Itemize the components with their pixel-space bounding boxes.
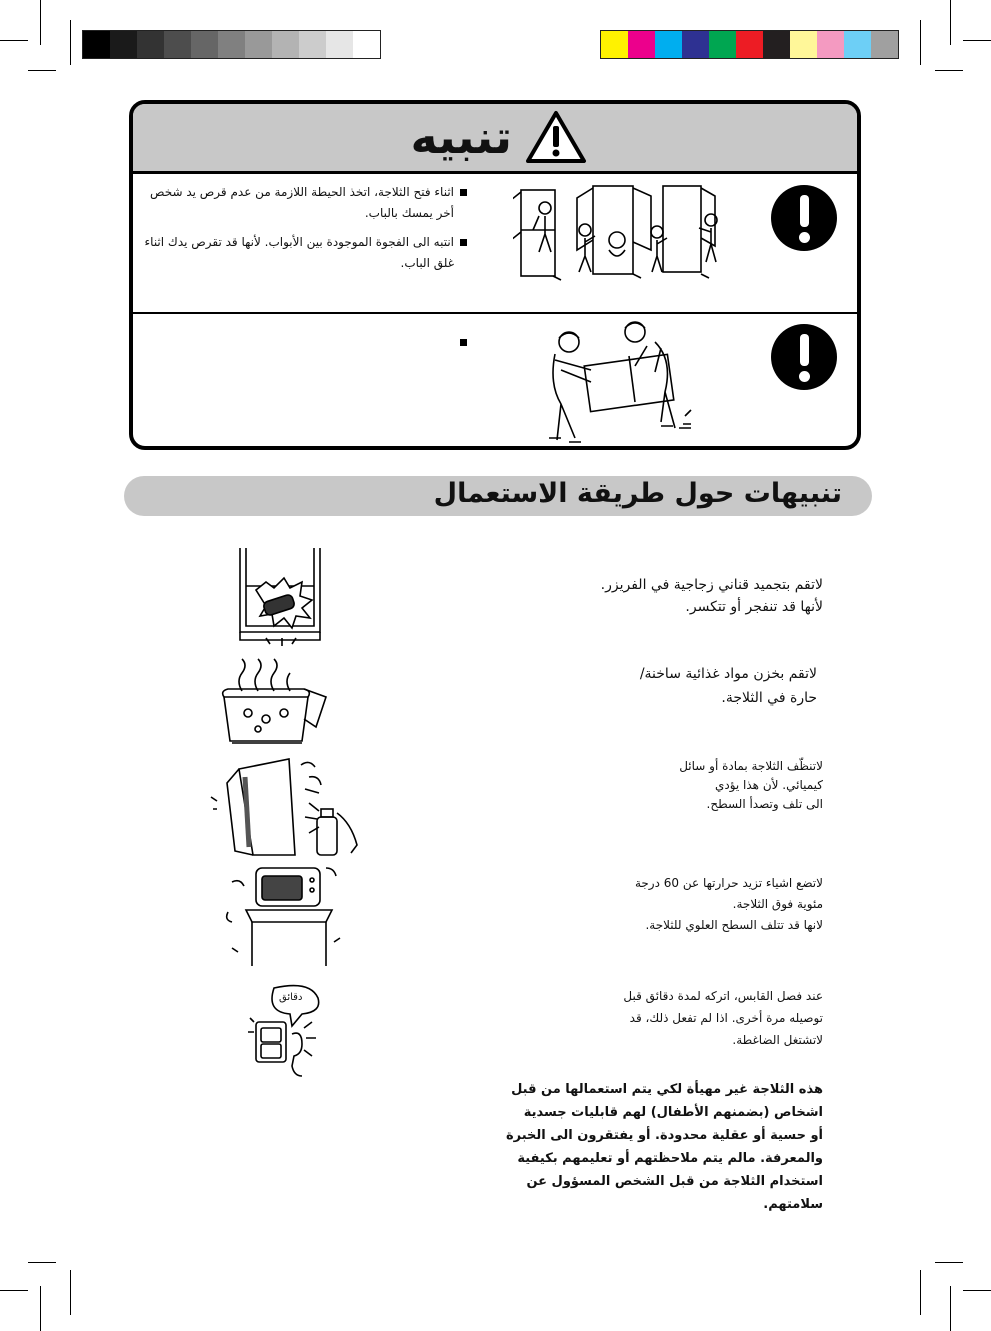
calibration-swatch [272, 31, 299, 58]
color-calibration-bar [600, 30, 899, 59]
crop-mark [28, 70, 56, 71]
crop-mark [920, 20, 921, 65]
calibration-swatch [844, 31, 871, 58]
crop-mark [40, 0, 41, 45]
warning-header [133, 104, 857, 174]
crop-mark [0, 1290, 28, 1291]
calibration-swatch [763, 31, 790, 58]
calibration-swatch [871, 31, 898, 58]
freezer-bottle-explosion-illustration [236, 546, 328, 646]
tip-no-hot-objects: لاتضع اشياء تزيد حرارتها عن 60 درجة مئوية فوق الثلاجة. لانها قد تتلف السطح العلوي للثلاجة. [634, 876, 823, 932]
bullet-square-icon [460, 239, 467, 246]
chemical-spray-fridge-illustration [205, 757, 361, 857]
tip-unplug-wait: عند فصل القابس، اتركه لمدة دقائق قبل توصيله مرة أخرى. اذا لم تفعل ذلك، قد لاتشتغل الضاغطة. [623, 989, 823, 1047]
calibration-swatch [83, 31, 110, 58]
crop-mark [950, 0, 951, 45]
exclamation-icon [771, 185, 837, 251]
tip-limited-capability-persons: هذه الثلاجة غير مهيأة لكي يتم استعمالها من قبل اشخاص (بضمنهم الأطفال) لهم قابليات جسدية أو حسية أو عقلية محدودة. أو يفتقرون الى الخبرة والمعرفة. مالم يتم ملاحظتهم أو تعليمهم بكيفية استخدام الثلاجة من قبل الشخص المسؤول عن سلامتهم. [505, 1082, 823, 1212]
crop-mark [963, 1290, 991, 1291]
bullet-square-icon [460, 339, 467, 346]
warning-box [129, 100, 861, 450]
calibration-swatch [110, 31, 137, 58]
bullet-square-icon [460, 189, 467, 196]
crop-mark [28, 1262, 56, 1263]
microwave-on-fridge-illustration [222, 862, 342, 967]
warning-bullet [137, 332, 467, 353]
crop-mark [70, 20, 71, 65]
calibration-swatch [655, 31, 682, 58]
calibration-swatch [191, 31, 218, 58]
calibration-swatch [164, 31, 191, 58]
crop-mark [0, 40, 28, 41]
tip-no-chemicals: لاتنظّف الثلاجة بمادة أو سائل كيميائي. لأن هذا يؤدي الى تلف وتصدأ السطح. [679, 759, 823, 811]
usage-cautions-banner [124, 476, 872, 516]
crop-mark [70, 1270, 71, 1315]
calibration-swatch [790, 31, 817, 58]
warning-title: تنبيه [410, 110, 512, 164]
exclamation-icon [771, 324, 837, 390]
calibration-swatch [299, 31, 326, 58]
hot-food-container-illustration [218, 657, 330, 747]
calibration-swatch [601, 31, 628, 58]
crop-mark [950, 1286, 951, 1331]
calibration-swatch [218, 31, 245, 58]
calibration-swatch [709, 31, 736, 58]
crop-mark [920, 1270, 921, 1315]
warning-bullet: انتبه الى الفجوة الموجودة بين الأبواب. لأنها قد تقرص يدك اثناء غلق الباب. [137, 232, 467, 274]
usage-cautions-title: تنبيهات حول طريقة الاستعمال [433, 478, 842, 509]
calibration-swatch [682, 31, 709, 58]
warning-bullet: اثناء فتح الثلاجة، اتخذ الحيطة اللازمة من عدم قرص يد شخص أخر يمسك بالباب. [137, 182, 467, 224]
crop-mark [40, 1286, 41, 1331]
warning-triangle-icon [525, 110, 587, 164]
two-people-carrying-fridge-illustration [543, 320, 703, 448]
calibration-swatch [628, 31, 655, 58]
tip-glass-bottles: لاتقم بتجميد قناني زجاجية في الفريزر. لأنها قد تنفجر أو تتكسر. [600, 577, 823, 615]
warning-divider [133, 312, 857, 314]
minutes-bubble-label: دقائق [279, 992, 303, 1003]
crop-mark [935, 1262, 963, 1263]
calibration-swatch [137, 31, 164, 58]
calibration-swatch [245, 31, 272, 58]
crop-mark [963, 40, 991, 41]
calibration-swatch [326, 31, 353, 58]
tip-hot-food: لاتقم بخزن مواد غذائية ساخنة/ حارة في الثلاجة. [639, 666, 817, 706]
fridge-door-pinch-illustration [513, 180, 723, 282]
crop-mark [935, 70, 963, 71]
calibration-swatch [736, 31, 763, 58]
calibration-swatch [817, 31, 844, 58]
calibration-swatch [353, 31, 380, 58]
grayscale-calibration-bar [82, 30, 381, 59]
